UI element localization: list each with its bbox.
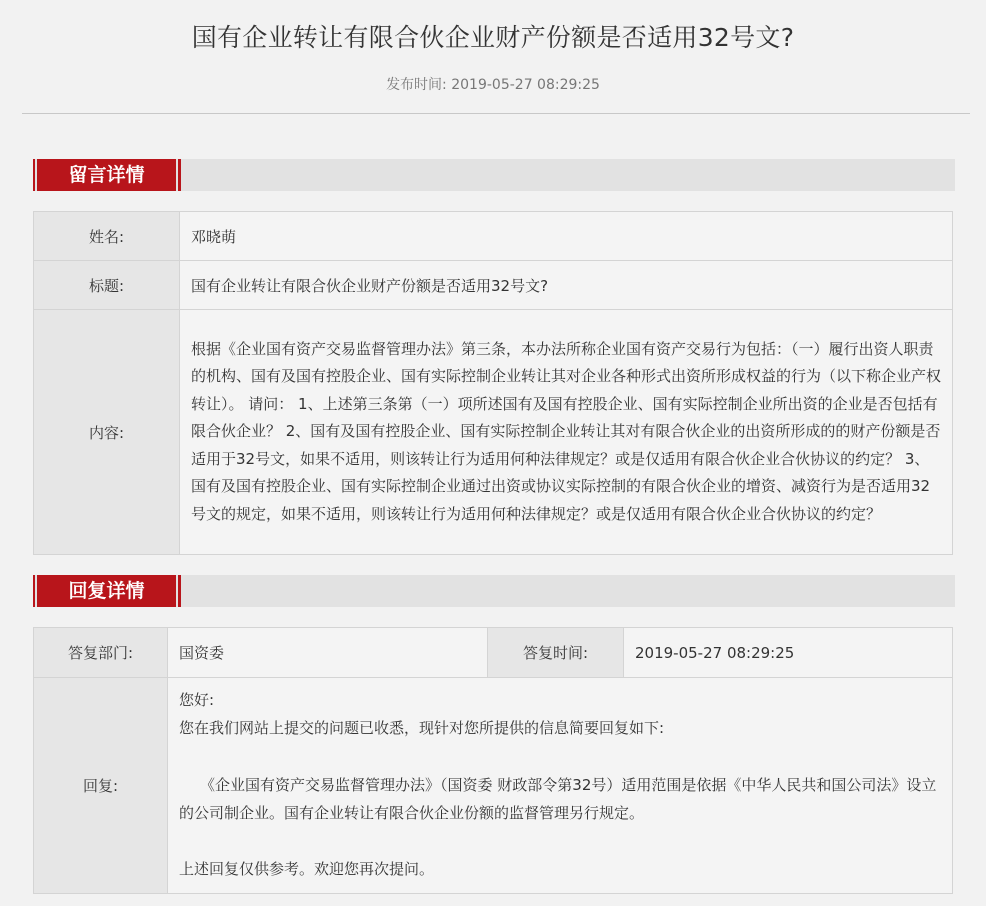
content-cell [180,310,953,555]
table-row [34,310,953,555]
reply-body [179,678,941,893]
content-label: 内容: [34,310,180,555]
message-section-tab: 留言详情 [33,159,176,191]
publish-time [0,74,986,94]
table-row [34,628,953,678]
reply-section-header [33,575,955,607]
message-section-header [33,159,955,191]
reply-line-3: 上述回复仅供参考。欢迎您再次提问。 [179,860,435,879]
publish-time-label: 发布时间: [386,77,447,93]
page-title: 国有企业转让有限合伙企业财产份额是否适用32号文? [191,23,795,52]
dept-value: 国资委 [168,628,488,678]
publish-time-value: 2019-05-27 08:29:25 [451,77,600,93]
reply-line-1: 您在我们网站上提交的问题已收悉，现针对您所提供的信息简要回复如下: [179,719,665,738]
name-value: 邓晓萌 [180,212,953,261]
content-value: 根据《企业国有资产交易监督管理办法》第三条，本办法所称企业国有资产交易行为包括：（一）履行出资人职责的机构、国有及国有控股企业、国有实际控制企业转让其对企业各种形式出资所形成权益的行为（以下称企业产权转让）。 请问： 1、上述第三条第（一）项所述国有及国有控股企业、国有实际控制企业所出资的企业是否包括有限合伙企业？ 2、国有及国有控股企业、国有实际控制企业转让其对有限合伙企业的出资所形成的的财产份额是否适用于32号文，如果不适用，则该转让行为适用何种法律规定？或是仅适用有限合伙企业合伙协议的约定？ 3、国有及国有控股企业、国有实际控制企业通过出资或协议实际控制的有限合伙企业的增资、减资行为是否适用32号文的规定，如果不适用，则该转让行为适用何种法律规定？或是仅适用有限合伙企业合伙协议的约定？ [191,340,942,523]
reply-spacer [179,743,941,771]
title-value: 国有企业转让有限合伙企业财产份额是否适用32号文? [180,261,953,310]
reply-section-tab: 回复详情 [33,575,176,607]
name-label: 姓名: [34,212,180,261]
title-divider [22,113,970,114]
title-label: 标题: [34,261,180,310]
table-row [34,261,953,310]
reply-line-2: 《企业国有资产交易监督管理办法》（国资委 财政部令第32号）适用范围是依据《中华人民共和国公司法》设立的公司制企业。国有企业转让有限合伙企业份额的监督管理另行规定。 [179,775,937,822]
reply-label: 回复: [34,678,168,894]
reply-cell [168,678,953,894]
table-row [34,678,953,894]
reply-greeting: 您好: [179,691,215,709]
reply-time-value: 2019-05-27 08:29:25 [624,628,953,678]
dept-label: 答复部门: [34,628,168,678]
reply-time-label: 答复时间: [488,628,624,678]
reply-table [33,627,953,894]
table-row [34,212,953,261]
reply-spacer [179,827,941,855]
message-table [33,211,953,555]
